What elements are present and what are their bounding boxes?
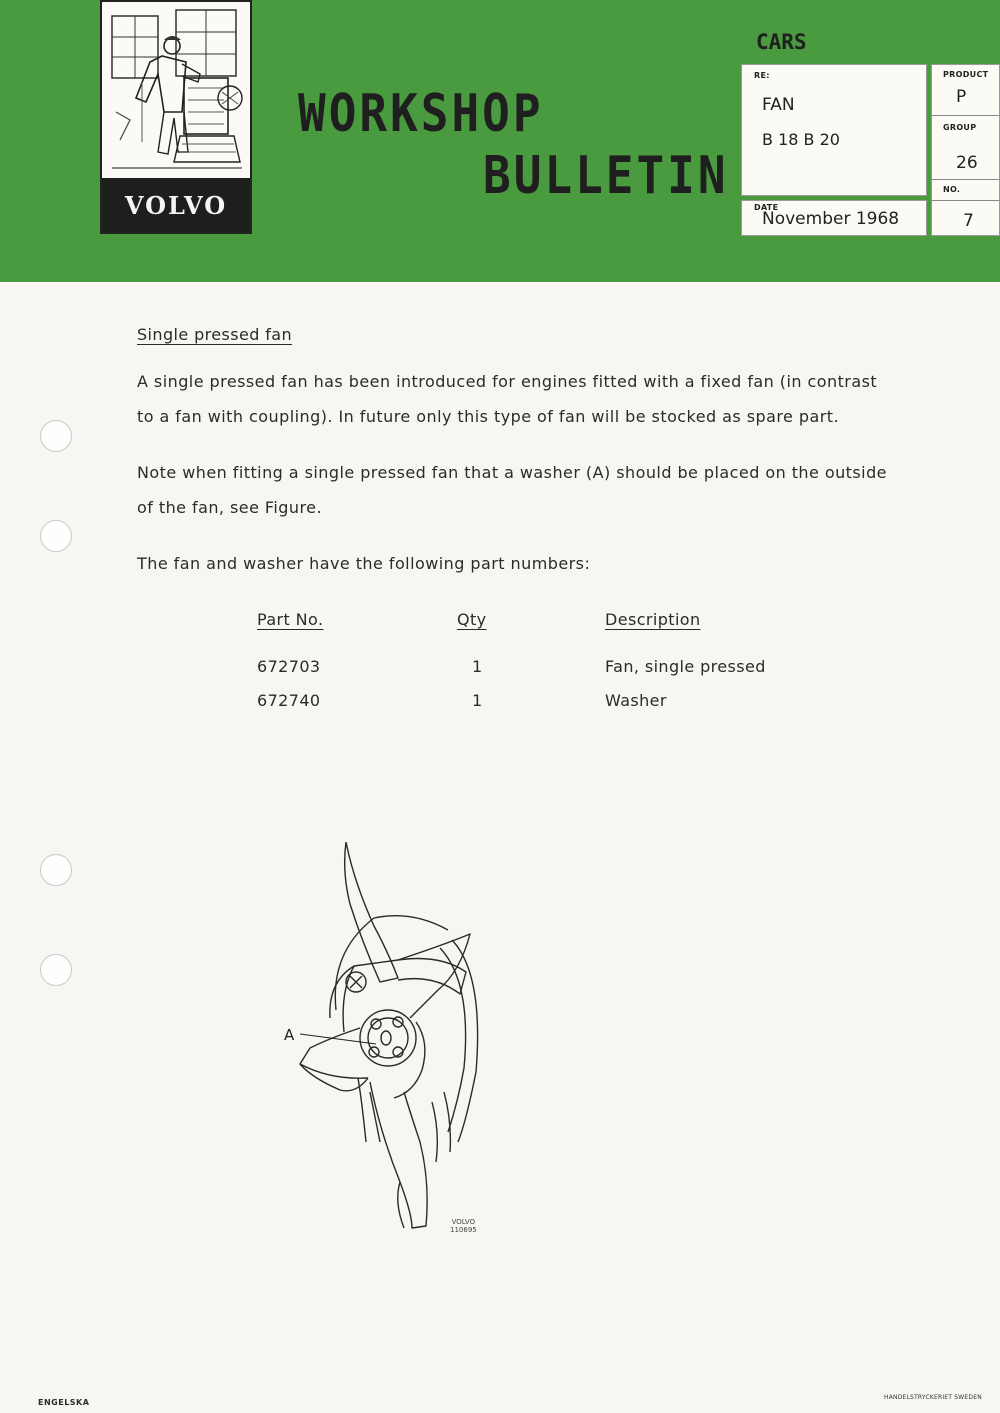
date-label: DATE <box>754 203 779 212</box>
cell-description: Fan, single pressed <box>605 657 766 676</box>
paragraph-line: Note when fitting a single pressed fan that a washer (A) should be placed on the outside <box>137 463 887 482</box>
punch-hole <box>40 420 72 452</box>
product-value: P <box>956 87 967 107</box>
brand-wordmark: VOLVO <box>102 178 250 232</box>
figure-caption-number: 110695 <box>450 1226 477 1234</box>
footer-printer: HANDELSTRYCKERIET SWEDEN <box>884 1394 982 1401</box>
mechanic-illustration <box>102 2 250 180</box>
punch-hole <box>40 520 72 552</box>
reference-box <box>931 64 1000 236</box>
bulletin-body <box>0 282 1000 1413</box>
figure-caption-brand: VOLVO <box>451 1218 476 1226</box>
paragraph-intro <box>137 364 917 434</box>
column-header-part-no: Part No. <box>257 610 324 629</box>
cell-qty: 1 <box>472 657 483 676</box>
fan-drawing <box>270 842 530 1242</box>
punch-hole <box>40 954 72 986</box>
no-label: NO. <box>943 185 961 194</box>
category-label: CARS <box>756 30 807 54</box>
paragraph-parts: The fan and washer have the following part numbers: <box>137 554 591 573</box>
figure-caption <box>450 1218 477 1234</box>
paragraph-line: to a fan with coupling). In future only this type of fan will be stocked as spare part. <box>137 407 840 426</box>
fan-figure <box>270 842 530 1242</box>
paragraph-note <box>137 455 917 525</box>
date-value: November 1968 <box>762 209 900 229</box>
title-workshop: WORKSHOP <box>298 82 544 144</box>
cell-qty: 1 <box>472 691 483 710</box>
no-value: 7 <box>963 211 974 231</box>
subject-line2: B 18 B 20 <box>762 130 840 149</box>
divider <box>932 179 999 180</box>
bulletin-header <box>0 0 1000 282</box>
section-title: Single pressed fan <box>137 325 293 344</box>
volvo-logo <box>100 0 252 234</box>
cell-part-no: 672740 <box>257 691 321 710</box>
paragraph-line: of the fan, see Figure. <box>137 498 322 517</box>
cell-description: Washer <box>605 691 667 710</box>
paragraph-line: A single pressed fan has been introduced for engines fitted with a fixed fan (in contrast <box>137 372 878 391</box>
column-header-qty: Qty <box>457 610 487 629</box>
divider <box>932 200 999 201</box>
punch-hole <box>40 854 72 886</box>
callout-label: A <box>284 1026 295 1044</box>
subject-line1: FAN <box>762 95 795 115</box>
cell-part-no: 672703 <box>257 657 321 676</box>
divider <box>932 115 999 116</box>
title-bulletin: BULLETIN <box>483 144 729 206</box>
group-label: GROUP <box>943 123 977 132</box>
footer-language: ENGELSKA <box>38 1398 90 1407</box>
product-label: PRODUCT <box>943 70 989 79</box>
group-value: 26 <box>956 153 978 173</box>
date-box <box>741 200 927 236</box>
column-header-description: Description <box>605 610 701 629</box>
subject-box <box>741 64 927 196</box>
re-label: RE: <box>754 71 770 80</box>
